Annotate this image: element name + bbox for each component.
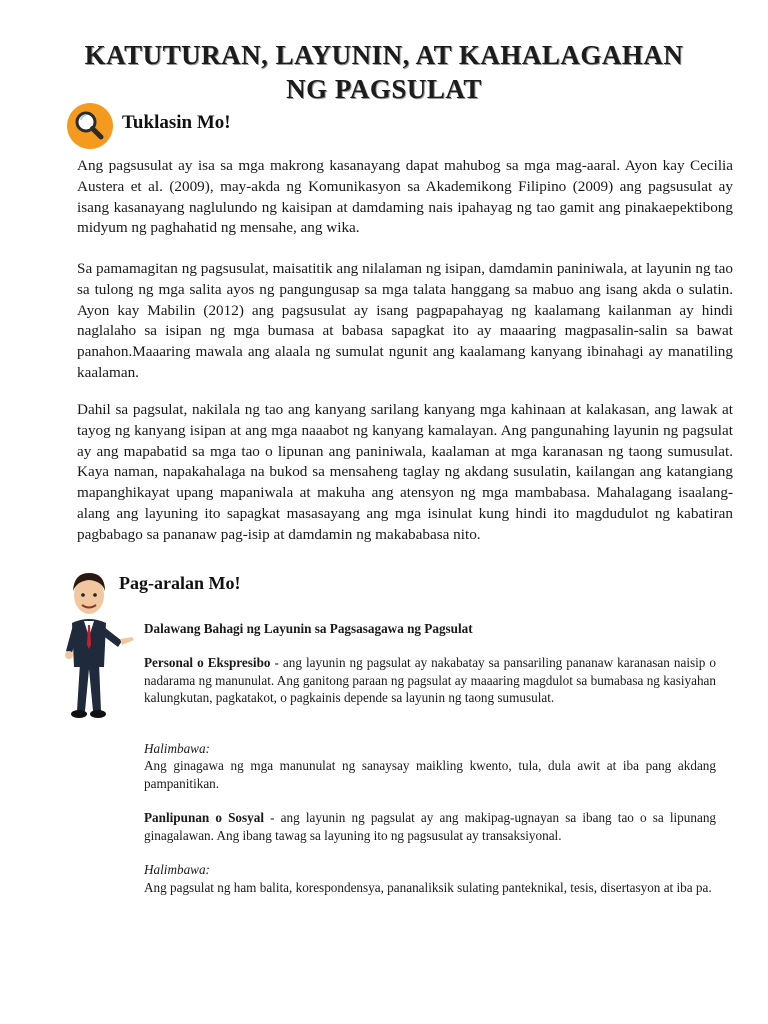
sosyal-definition xyxy=(144,809,716,844)
paragraph-3: Dahil sa pagsulat, nakilala ng tao ang kanyang sarilang kanyang mga kahinaan at kalakasan, ang lawak at tayog ng kanyang isipan at ang mga naaabot ng kanyang kamalayan. Ang pangunahing layunin ng pagsulat ay ang mapabatid sa mga tao o lipunan ang paniniwala, kaalaman at mga karanasan ng taong sumusulat. Kaya naman, napakahalaga na bukod sa mensaheng taglay ng akdang susulatin, kailangan ang katangiang mapanghikayat upang mapaniwala at makuha ang atensyon ng mga mambabasa. Mahalagang isaalang-alang ang layuning ito sapagkat masasayang ang mga isinulat kung hindi ito magdudulot ng kabatiran pagbabago sa pananaw pag-isip at damdamin ng makababasa nito. xyxy=(77,401,733,543)
magnifier-icon xyxy=(66,102,114,150)
tuklasin-heading: Tuklasin Mo! xyxy=(122,112,231,133)
paragraph-1: Ang pagsusulat ay isa sa mga makrong kasanayang dapat mahubog sa mga mag-aaral. Ayon kay Cecilia Austera et al. (2009), may-akda ng Komunikasyon sa Akademikong Filipino (2009) ang pagsusulat ay isang kasanayang naglulundo ng kaisipan at damdaming nais ipahayag ng tao gamit ang pinakaepektibong midyum ng paghahatid ng mensahe, ang wika. xyxy=(77,157,733,237)
section-subtitle: Dalawang Bahagi ng Layunin sa Pagsasagawa ng Pagsulat xyxy=(144,621,473,636)
sosyal-text: - ang layunin ng pagsulat ay ang makipag-ugnayan sa ibang tao o sa lipunang ginagalawan. Ang ibang tawag sa layuning ito ng pagsusulat ay transaksiyonal. xyxy=(144,810,717,843)
personal-definition xyxy=(144,654,716,707)
pagaralan-heading: Pag-aralan Mo! xyxy=(119,573,241,593)
example-label-2: Halimbawa: xyxy=(144,862,210,877)
example-2: Ang pagsulat ng ham balita, korespondensya, pananaliksik sulating panteknikal, tesis, disertasyon at iba pa. xyxy=(144,880,712,895)
page-title xyxy=(0,38,768,106)
paragraph-2: Sa pamamagitan ng pagsusulat, maisatitik ang nilalaman ng isipan, damdamin paniniwala, at layunin ng tao sa tulong ng mga salita ayos ng pangungusap sa mga talata hanggang sa mabuo ang isang akda o sulatin. Ayon kay Mabilin (2012) ang pagsusulat ay isang pagpapahayag ng kaalamang kailanman ay hindi naglalaho sa isipan ng mga bumasa at babasa sapagkat ito ay maaaring magpasalin-salin sa bawat panahon.Maaaring mawala ang alaala ng sumulat ngunit ang kaalamang kanyang ibinahagi ay manatiling kaalaman. xyxy=(77,260,733,381)
sosyal-term: Panlipunan o Sosyal xyxy=(144,810,265,825)
example-label-1: Halimbawa: xyxy=(144,741,210,756)
title-line-1: KATUTURAN, LAYUNIN, AT KAHALAGAHAN xyxy=(84,40,684,70)
example-1: Ang ginagawa ng mga manunulat ng sanaysay maikling kwento, tula, dula awit at iba pang akdang pampanitikan. xyxy=(144,758,716,791)
personal-text: - ang layunin ng pagsulat ay nakabatay sa pansariling pananaw karanasan naisip o nadarama ng manunulat. Ang ganitong paraan ng pagsulat ay maaaring magdulot sa bumabasa ng kasiyahan kalungkutan, pagkatakot, o pagkainis depende sa layunin ng taong sumusulat. xyxy=(144,655,716,705)
title-line-2: NG PAGSULAT xyxy=(286,74,482,104)
personal-term: Personal o Ekspresibo xyxy=(144,655,271,670)
